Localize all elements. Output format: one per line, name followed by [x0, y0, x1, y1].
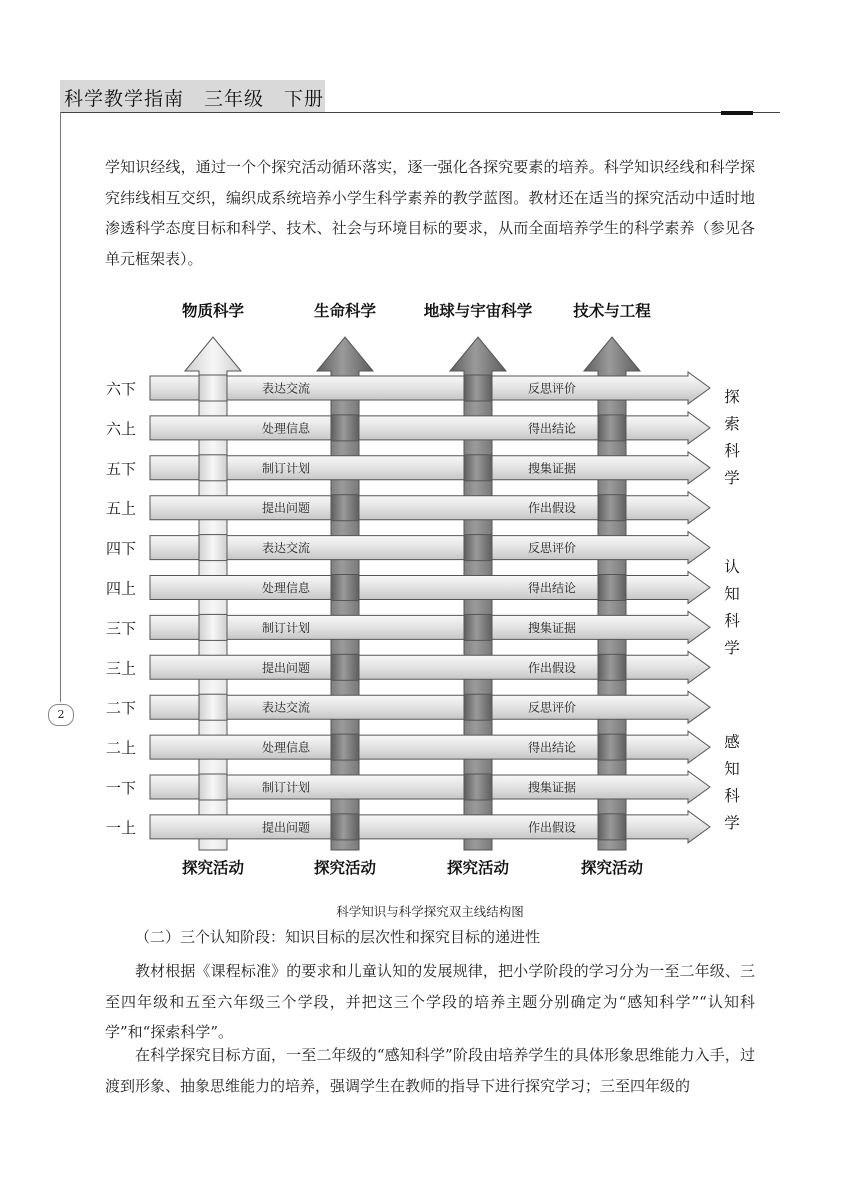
- activity-label-left: 处理信息: [262, 421, 311, 436]
- activity-label-left: 表达交流: [262, 541, 311, 556]
- weave-crossing: [464, 774, 492, 800]
- stage-band-char: 知: [724, 760, 740, 778]
- inquiry-activity-label: 探究活动: [446, 859, 510, 877]
- header-mark: [721, 111, 753, 115]
- weave-crossing: [331, 415, 359, 441]
- grade-label: 六下: [106, 380, 137, 398]
- activity-label-right: 反思评价: [527, 541, 577, 556]
- stage-band-char: 索: [724, 415, 740, 433]
- inquiry-row-arrow: [150, 452, 710, 484]
- grade-label: 二上: [106, 739, 137, 758]
- paragraph-3: 在科学探究目标方面，一至二年级的“感知科学”阶段由培养学生的具体形象思维能力入手，过渡到形象、抽象思维能力的培养，强调学生在教师的指导下进行探究学习；三至四年级的: [105, 1046, 755, 1095]
- stage-band-char: 科: [724, 787, 740, 805]
- activity-label-left: 制订计划: [262, 461, 311, 476]
- knowledge-strand-label: 技术与工程: [573, 302, 651, 320]
- activity-label-left: 表达交流: [262, 381, 311, 396]
- weave-crossing: [331, 495, 359, 521]
- grade-label: 五上: [106, 499, 137, 518]
- weave-crossing: [331, 575, 359, 601]
- knowledge-strand-label: 物质科学: [181, 302, 245, 320]
- weave-crossing: [199, 694, 227, 720]
- activity-label-right: 得出结论: [527, 581, 577, 595]
- stage-band-char: 科: [724, 442, 740, 460]
- inquiry-row-arrow: [150, 611, 710, 643]
- inquiry-activity-label: 探究活动: [181, 859, 245, 877]
- weave-crossing: [199, 614, 227, 640]
- activity-label-left: 表达交流: [262, 700, 311, 715]
- page-number: 2: [48, 704, 74, 726]
- weave-crossing: [331, 654, 359, 680]
- weave-crossing: [598, 814, 626, 840]
- knowledge-strand-label: 地球与宇宙科学: [423, 302, 533, 320]
- activity-label-right: 搜集证据: [527, 780, 577, 795]
- inquiry-row-arrow: [150, 771, 710, 803]
- section-title: （二）三个认知阶段：知识目标的层次性和探究目标的递进性: [135, 928, 541, 946]
- knowledge-strand-label: 生命科学: [313, 302, 377, 320]
- inquiry-row-arrow: [150, 532, 710, 564]
- stage-band-char: 探: [724, 388, 740, 406]
- header-rule: [60, 112, 780, 113]
- weave-crossing: [464, 694, 492, 720]
- weave-crossing: [598, 654, 626, 680]
- activity-label-left: 处理信息: [262, 740, 311, 755]
- grade-label: 一上: [106, 818, 137, 837]
- activity-label-right: 反思评价: [527, 381, 577, 396]
- weave-crossing: [331, 814, 359, 840]
- inquiry-row-arrow: [150, 691, 710, 723]
- activity-label-right: 搜集证据: [527, 461, 577, 476]
- weave-crossing: [331, 734, 359, 760]
- activity-label-right: 作出假设: [527, 501, 577, 516]
- grade-label: 三上: [106, 659, 137, 678]
- figure-caption: 科学知识与科学探究双主线结构图: [336, 904, 524, 919]
- stage-band-char: 学: [724, 814, 740, 832]
- activity-label-right: 得出结论: [527, 740, 577, 755]
- weave-crossing: [464, 535, 492, 561]
- weave-crossing: [598, 575, 626, 601]
- activity-label-right: 搜集证据: [527, 620, 577, 635]
- weave-crossing: [598, 415, 626, 441]
- inquiry-row-arrow: [150, 372, 710, 404]
- weave-crossing: [598, 495, 626, 521]
- grade-label: 二下: [106, 699, 137, 718]
- weave-crossing: [199, 535, 227, 561]
- weave-crossing: [464, 375, 492, 401]
- activity-label-right: 作出假设: [527, 820, 577, 835]
- activity-label-left: 提出问题: [262, 660, 311, 675]
- structure-diagram: [0, 290, 860, 890]
- grade-label: 一下: [106, 779, 137, 797]
- weave-crossing: [199, 455, 227, 481]
- weave-crossing: [598, 734, 626, 760]
- stage-band-char: 感: [724, 733, 740, 751]
- grade-label: 五下: [106, 459, 137, 478]
- activity-label-left: 制订计划: [262, 620, 311, 635]
- stage-band-char: 认: [724, 558, 740, 576]
- activity-label-left: 制订计划: [262, 780, 311, 795]
- weave-crossing: [199, 774, 227, 800]
- inquiry-activity-label: 探究活动: [313, 859, 377, 877]
- inquiry-activity-label: 探究活动: [580, 859, 644, 877]
- activity-label-right: 反思评价: [527, 700, 577, 715]
- stage-band-char: 学: [724, 639, 740, 657]
- weave-crossing: [464, 614, 492, 640]
- grade-label: 四上: [106, 579, 137, 598]
- grade-label: 四下: [106, 539, 137, 558]
- weave-crossing: [199, 375, 227, 401]
- paragraph-2: 教材根据《课程标准》的要求和儿童认知的发展规律，把小学阶段的学习分为一至二年级、三至四年级和五至六年级三个学段，并把这三个学段的培养主题分别确定为“感知科学”“认知科学”和“探索科学”。: [105, 962, 755, 1041]
- activity-label-right: 得出结论: [527, 421, 577, 436]
- stage-band-char: 科: [724, 612, 740, 630]
- weave-crossing: [464, 455, 492, 481]
- header-title: 科学教学指南 三年级 下册: [64, 88, 325, 110]
- activity-label-left: 提出问题: [262, 501, 311, 516]
- stage-band-char: 学: [724, 469, 740, 487]
- activity-label-left: 处理信息: [262, 581, 311, 595]
- activity-label-left: 提出问题: [262, 820, 311, 835]
- stage-band-char: 知: [724, 585, 740, 603]
- activity-label-right: 作出假设: [527, 660, 577, 675]
- grade-label: 三下: [106, 619, 137, 638]
- grade-label: 六上: [106, 419, 137, 438]
- paragraph-1: 学知识经线，通过一个个探究活动循环落实，逐一强化各探究要素的培养。科学知识经线和科学探究纬线相互交织，编织成系统培养小学生科学素养的教学蓝图。教材还在适当的探究活动中适时地渗透科学态度目标和科学、技术、社会与环境目标的要求，从而全面培养学生的科学素养（参见各单元框架表）。: [105, 158, 755, 268]
